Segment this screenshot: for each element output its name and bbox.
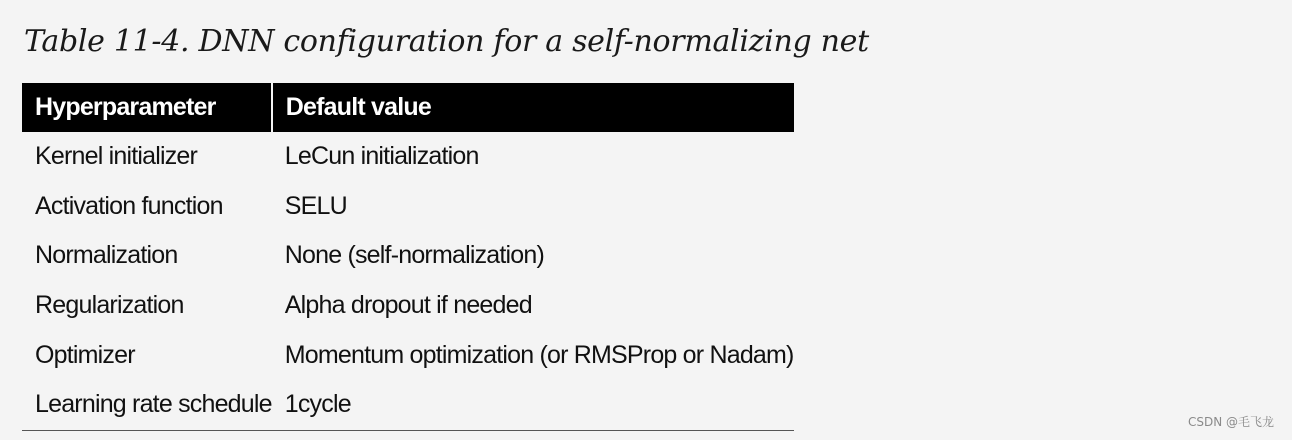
default-value-cell: SELU [284, 191, 347, 220]
table-body [22, 132, 794, 430]
hyperparameter-table [22, 83, 794, 431]
default-value-cell: 1cycle [272, 380, 794, 430]
hyperparameter-cell: Optimizer [35, 340, 135, 369]
default-value-cell: Momentum optimization (or RMSProp or Nadam) [284, 340, 794, 369]
table-row [22, 231, 794, 281]
hyperparameter-cell: Activation function [35, 191, 223, 220]
table-row [22, 380, 794, 430]
default-value-cell: Alpha dropout if needed [284, 291, 532, 320]
table-caption: Table 11-4. DNN configuration for a self-normalizing net [24, 24, 869, 59]
table-row [22, 182, 794, 232]
hyperparameter-cell: Normalization [35, 241, 178, 270]
table-row [22, 132, 794, 182]
hyperparameter-cell: Learning rate schedule [22, 380, 272, 430]
default-value-cell: LeCun initialization [284, 142, 479, 171]
hyperparameter-cell: Kernel initializer [35, 142, 198, 171]
column-header-hyperparameter: Hyperparameter [22, 83, 272, 132]
default-value-cell: None (self-normalization) [284, 241, 545, 270]
header-row [22, 83, 794, 132]
column-header-default-value: Default value [272, 83, 794, 132]
table-row [22, 330, 794, 380]
table-header [22, 83, 794, 132]
watermark: CSDN @毛飞龙 [1187, 415, 1274, 429]
hyperparameter-cell: Regularization [35, 291, 184, 320]
table-row [22, 281, 794, 331]
